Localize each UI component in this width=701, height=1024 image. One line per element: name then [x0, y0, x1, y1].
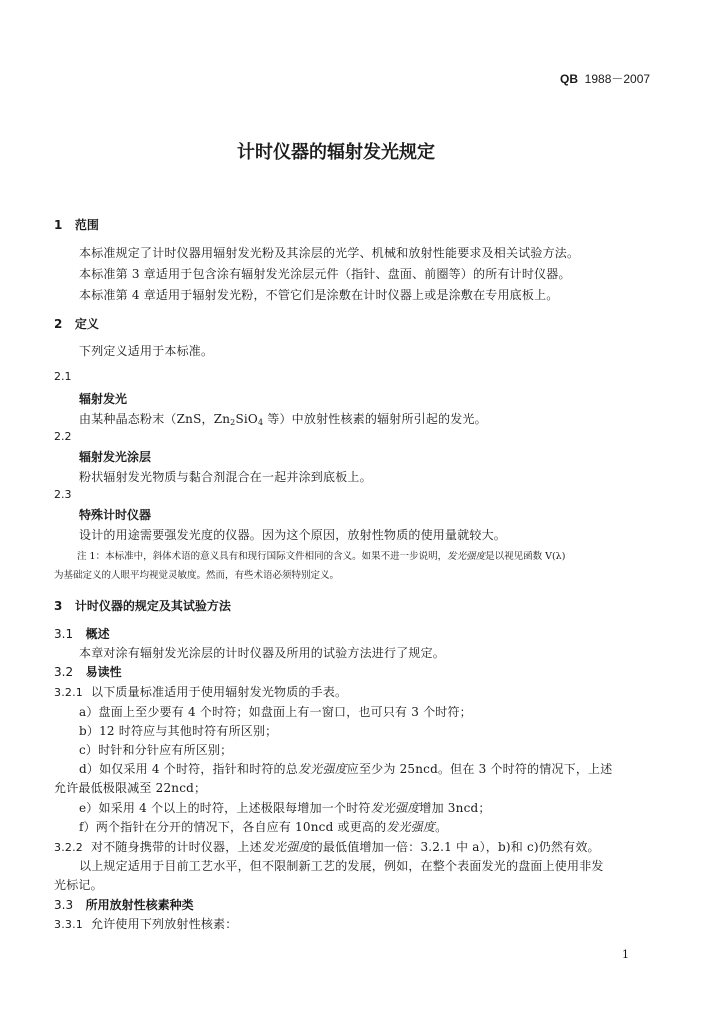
- page-number: 1: [622, 948, 630, 961]
- page-title: 计时仪器的辐射发光规定: [237, 142, 435, 163]
- definition: 设计的用途需要强发光度的仪器。因为这个原因，放射性物质的使用量就较大。: [79, 528, 507, 542]
- section-number: 2: [54, 317, 63, 331]
- section-title: 计时仪器的规定及其试验方法: [74, 599, 231, 613]
- paragraph: 下列定义适用于本标准。: [79, 344, 214, 358]
- clause-3-3-heading: 3.3 所用放射性核素种类: [54, 898, 194, 912]
- section-title: 定义: [74, 317, 99, 331]
- clause-number: 2.2: [54, 430, 72, 443]
- list-item-c: c）时针和分针应有所区别；: [79, 743, 233, 757]
- section-1-heading: [54, 216, 99, 233]
- standard-number: [560, 70, 650, 87]
- note-line-1: 注 1：本标准中，斜体术语的意义具有和现行国际文件相同的含义。如果不进一步说明，发光强度是以视见函数 V(λ): [77, 551, 566, 562]
- paragraph: 光标记。: [54, 878, 103, 892]
- term: 辐射发光: [79, 392, 128, 406]
- section-3-heading: [54, 597, 231, 614]
- list-item-d: d）如仅采用 4 个时符，指针和时符的总发光强度应至少为 25ncd。但在 3 个时符的情况下，上述: [79, 762, 613, 776]
- section-title: 范围: [74, 218, 99, 232]
- clause-number: 2.1: [54, 370, 72, 383]
- standard-num: 1988－2007: [584, 72, 651, 86]
- paragraph: 本标准第 4 章适用于辐射发光粉，不管它们是涂敷在计时仪器上或是涂敷在专用底板上。: [79, 288, 559, 302]
- paragraph: 以上规定适用于目前工艺水平，但不限制新工艺的发展，例如，在整个表面发光的盘面上使用非发: [79, 859, 604, 873]
- list-item-f: f）两个指针在分开的情况下，各自应有 10ncd 或更高的发光强度。: [79, 820, 448, 834]
- term: 辐射发光涂层: [79, 450, 152, 464]
- paragraph: 本标准规定了计时仪器用辐射发光粉及其涂层的光学、机械和放射性能要求及相关试验方法。: [79, 246, 580, 260]
- section-number: 1: [54, 218, 63, 232]
- clause-3-2-heading: 3.2 易读性: [54, 665, 122, 679]
- term: 特殊计时仪器: [79, 508, 152, 522]
- list-item-b: b）12 时符应与其他时符有所区别；: [79, 724, 278, 738]
- paragraph: 本标准第 3 章适用于包含涂有辐射发光涂层元件（指针、盘面、前圈等）的所有计时仪器。: [79, 267, 571, 281]
- clause-3-2-1: 3.2.1 以下质量标准适用于使用辐射发光物质的手表。: [54, 685, 348, 699]
- standard-code: QB: [560, 72, 578, 86]
- list-item-a: a）盘面上至少要有 4 个时符；如盘面上有一窗口，也可只有 3 个时符；: [79, 705, 472, 719]
- list-item-e: e）如采用 4 个以上的时符，上述极限每增加一个时符发光强度增加 3ncd；: [79, 801, 491, 815]
- clause-3-2-2: 3.2.2 对不随身携带的计时仪器，上述发光强度的最低值增加一倍：3.2.1 中 a），b)和 c)仍然有效。: [54, 840, 600, 854]
- clause-3-1-heading: 3.1 概述: [54, 627, 110, 641]
- section-2-heading: [54, 315, 99, 332]
- section-number: 3: [54, 599, 63, 613]
- note-line-2: 为基础定义的人眼平均视觉灵敏度。然而，有些术语必须特别定义。: [54, 570, 340, 581]
- paragraph: 本章对涂有辐射发光涂层的计时仪器及所用的试验方法进行了规定。: [79, 646, 446, 660]
- clause-number: 2.3: [54, 488, 72, 501]
- definition: 由某种晶态粉末（ZnS，$Zn_2SiO_4$ 等）中放射性核素的辐射所引起的发光。: [79, 412, 487, 427]
- list-item-d-cont: 允许最低极限减至 22ncd；: [54, 781, 207, 795]
- definition: 粉状辐射发光物质与黏合剂混合在一起并涂到底板上。: [79, 470, 372, 484]
- clause-3-3-1: 3.3.1 允许使用下列放射性核素：: [54, 917, 238, 931]
